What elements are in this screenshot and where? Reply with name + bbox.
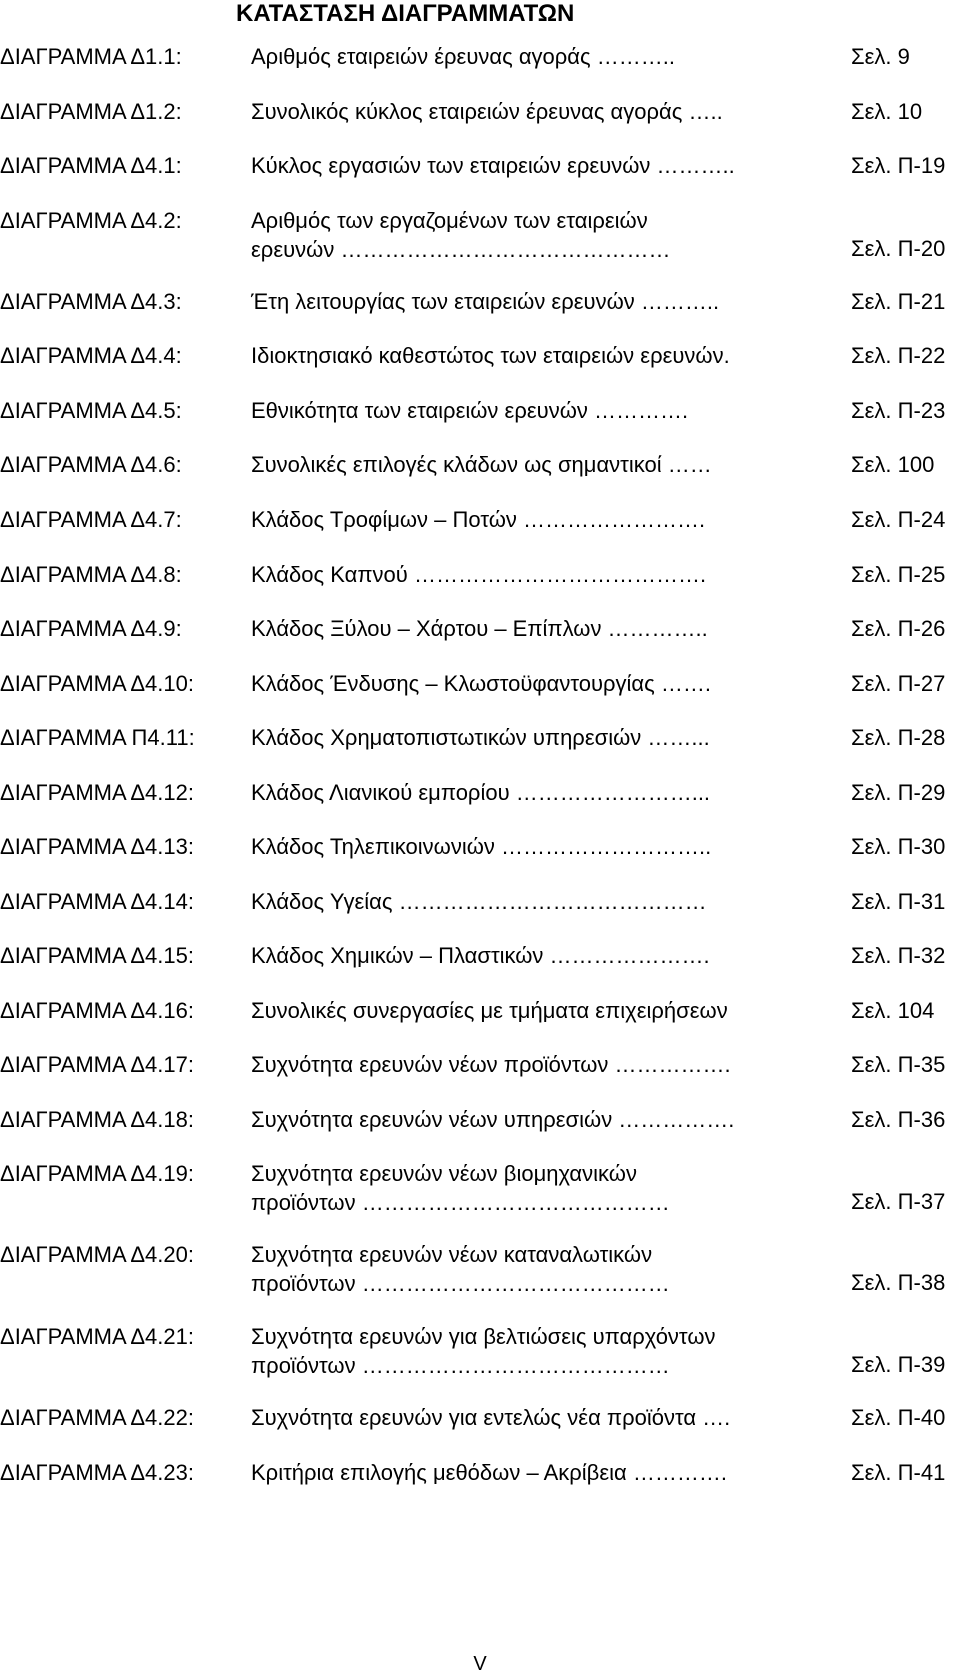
list-item: [0, 723, 960, 755]
description-line: Συχνότητα ερευνών νέων υπηρεσιών …………….: [251, 1107, 735, 1132]
figure-code: ΔΙΑΓΡΑΜΜΑ Δ4.5:: [0, 398, 182, 423]
list-item: [0, 1403, 960, 1435]
description-line: Κλάδος Χημικών – Πλαστικών ………………….: [251, 943, 710, 968]
figure-description: [251, 396, 841, 425]
list-item: [0, 206, 960, 266]
description-line: Συχνότητα ερευνών νέων βιομηχανικών: [251, 1161, 637, 1186]
description-line: προϊόντων ……………………………………: [251, 1190, 670, 1215]
list-item: [0, 1240, 960, 1300]
list-item: [0, 1159, 960, 1219]
page-reference: Σελ. Π-38: [851, 1270, 946, 1295]
figure-code: ΔΙΑΓΡΑΜΜΑ Π4.11:: [0, 725, 195, 750]
figure-code: ΔΙΑΓΡΑΜΜΑ Δ4.4:: [0, 343, 182, 368]
page-reference: Σελ. Π-40: [851, 1405, 946, 1430]
description-line: Εθνικότητα των εταιρειών ερευνών ………….: [251, 398, 689, 423]
list-item: [0, 97, 960, 129]
list-item: [0, 505, 960, 537]
page-reference: Σελ. Π-35: [851, 1052, 946, 1077]
figure-description: [251, 1322, 841, 1380]
figure-code: ΔΙΑΓΡΑΜΜΑ Δ1.1:: [0, 44, 182, 69]
page-reference: Σελ. Π-25: [851, 562, 946, 587]
figure-code: ΔΙΑΓΡΑΜΜΑ Δ4.12:: [0, 780, 194, 805]
description-line: Ιδιοκτησιακό καθεστώτος των εταιρειών ερευνών.: [251, 343, 730, 368]
figure-code: ΔΙΑΓΡΑΜΜΑ Δ4.23:: [0, 1460, 194, 1485]
figure-code: ΔΙΑΓΡΑΜΜΑ Δ4.2:: [0, 208, 182, 233]
page-reference: Σελ. Π-23: [851, 398, 946, 423]
description-line: Κλάδος Τηλεπικοινωνιών ………………………..: [251, 834, 712, 859]
figure-description: [251, 97, 841, 126]
page-reference: Σελ. Π-24: [851, 507, 946, 532]
description-line: Συχνότητα ερευνών νέων προϊόντων …………….: [251, 1052, 731, 1077]
list-item: [0, 1050, 960, 1082]
figure-description: [251, 560, 841, 589]
description-line: Κλάδος Ξύλου – Χάρτου – Επίπλων …………..: [251, 616, 708, 641]
description-line: Κριτήρια επιλογής μεθόδων – Ακρίβεια ………….: [251, 1460, 727, 1485]
page-reference: Σελ. Π-21: [851, 289, 946, 314]
description-line: Κλάδος Χρηματοπιστωτικών υπηρεσιών ……...: [251, 725, 710, 750]
figure-code: ΔΙΑΓΡΑΜΜΑ Δ4.22:: [0, 1405, 194, 1430]
list-item: [0, 941, 960, 973]
description-line: Συνολικές συνεργασίες με τμήματα επιχειρήσεων: [251, 998, 728, 1023]
description-line: Συνολικός κύκλος εταιρειών έρευνας αγοράς …..: [251, 99, 723, 124]
list-item: [0, 887, 960, 919]
figure-code: ΔΙΑΓΡΑΜΜΑ Δ4.17:: [0, 1052, 194, 1077]
figure-description: [251, 996, 841, 1025]
description-line: Κλάδος Ένδυσης – Κλωστοϋφαντουργίας …….: [251, 671, 711, 696]
description-line: Αριθμός εταιρειών έρευνας αγοράς ………..: [251, 44, 675, 69]
description-line: προϊόντων ……………………………………: [251, 1353, 670, 1378]
list-item: [0, 396, 960, 428]
description-line: Κλάδος Τροφίμων – Ποτών …………………….: [251, 507, 706, 532]
list-item: [0, 1322, 960, 1382]
list-item: [0, 1105, 960, 1137]
figure-description: [251, 778, 841, 807]
description-line: ερευνών ………………………………………: [251, 237, 671, 262]
figure-description: [251, 1159, 841, 1217]
list-item: [0, 832, 960, 864]
figure-description: [251, 887, 841, 916]
description-line: Κλάδος Λιανικού εμπορίου ……………………...: [251, 780, 711, 805]
list-item: [0, 1458, 960, 1490]
figure-code: ΔΙΑΓΡΑΜΜΑ Δ4.1:: [0, 153, 182, 178]
page-reference: Σελ. 9: [851, 44, 910, 69]
figure-code: ΔΙΑΓΡΑΜΜΑ Δ4.21:: [0, 1324, 194, 1349]
page-reference: Σελ. Π-31: [851, 889, 946, 914]
figure-description: [251, 505, 841, 534]
page-reference: Σελ. Π-39: [851, 1352, 946, 1377]
figure-description: [251, 1458, 841, 1487]
page-title: ΚΑΤΑΣΤΑΣΗ ΔΙΑΓΡΑΜΜΑΤΩΝ: [236, 0, 575, 27]
description-line: Συχνότητα ερευνών για εντελώς νέα προϊόντα ….: [251, 1405, 731, 1430]
list-item: [0, 42, 960, 74]
figure-code: ΔΙΑΓΡΑΜΜΑ Δ4.9:: [0, 616, 182, 641]
figure-code: ΔΙΑΓΡΑΜΜΑ Δ4.19:: [0, 1161, 194, 1186]
list-item: [0, 560, 960, 592]
page-reference: Σελ. Π-20: [851, 236, 946, 261]
figure-code: ΔΙΑΓΡΑΜΜΑ Δ4.20:: [0, 1242, 194, 1267]
list-item: [0, 151, 960, 183]
figure-code: ΔΙΑΓΡΑΜΜΑ Δ4.6:: [0, 452, 182, 477]
description-line: Κύκλος εργασιών των εταιρειών ερευνών ………..: [251, 153, 735, 178]
figure-description: [251, 723, 841, 752]
list-item: [0, 778, 960, 810]
page-reference: Σελ. 100: [851, 452, 935, 477]
description-line: Συχνότητα ερευνών για βελτιώσεις υπαρχόντων: [251, 1324, 716, 1349]
page-number: V: [473, 1653, 487, 1675]
figure-description: [251, 341, 841, 370]
page-reference: Σελ. 10: [851, 99, 923, 124]
list-item: [0, 287, 960, 319]
list-item: [0, 341, 960, 373]
figure-description: [251, 832, 841, 861]
figure-code: ΔΙΑΓΡΑΜΜΑ Δ4.10:: [0, 671, 194, 696]
page-reference: Σελ. Π-32: [851, 943, 946, 968]
page-reference: Σελ. Π-27: [851, 671, 946, 696]
description-line: Έτη λειτουργίας των εταιρειών ερευνών ………..: [251, 289, 720, 314]
page-reference: Σελ. Π-28: [851, 725, 946, 750]
list-item: [0, 614, 960, 646]
figure-code: ΔΙΑΓΡΑΜΜΑ Δ4.7:: [0, 507, 182, 532]
description-line: Κλάδος Υγείας ……………………………………: [251, 889, 707, 914]
figure-code: ΔΙΑΓΡΑΜΜΑ Δ4.14:: [0, 889, 194, 914]
figure-code: ΔΙΑΓΡΑΜΜΑ Δ1.2:: [0, 99, 182, 124]
figure-description: [251, 42, 841, 71]
figure-description: [251, 941, 841, 970]
list-item: [0, 996, 960, 1028]
figure-description: [251, 1050, 841, 1079]
description-line: Κλάδος Καπνού ………………………………….: [251, 562, 707, 587]
page-reference: Σελ. Π-29: [851, 780, 946, 805]
page-reference: Σελ. Π-37: [851, 1189, 946, 1214]
page-reference: Σελ. Π-30: [851, 834, 946, 859]
figure-description: [251, 1403, 841, 1432]
description-line: Αριθμός των εργαζομένων των εταιρειών: [251, 208, 648, 233]
figure-code: ΔΙΑΓΡΑΜΜΑ Δ4.13:: [0, 834, 194, 859]
figure-description: [251, 450, 841, 479]
figure-code: ΔΙΑΓΡΑΜΜΑ Δ4.3:: [0, 289, 182, 314]
page-reference: Σελ. 104: [851, 998, 935, 1023]
description-line: Συχνότητα ερευνών νέων καταναλωτικών: [251, 1242, 653, 1267]
figure-description: [251, 614, 841, 643]
page-reference: Σελ. Π-26: [851, 616, 946, 641]
page-reference: Σελ. Π-19: [851, 153, 946, 178]
page-reference: Σελ. Π-22: [851, 343, 946, 368]
figure-code: ΔΙΑΓΡΑΜΜΑ Δ4.18:: [0, 1107, 194, 1132]
figure-description: [251, 151, 841, 180]
figure-description: [251, 1105, 841, 1134]
figure-description: [251, 206, 841, 264]
page-reference: Σελ. Π-41: [851, 1460, 946, 1485]
description-line: προϊόντων ……………………………………: [251, 1271, 670, 1296]
figure-code: ΔΙΑΓΡΑΜΜΑ Δ4.16:: [0, 998, 194, 1023]
figure-code: ΔΙΑΓΡΑΜΜΑ Δ4.8:: [0, 562, 182, 587]
list-item: [0, 669, 960, 701]
figure-description: [251, 669, 841, 698]
description-line: Συνολικές επιλογές κλάδων ως σημαντικοί ……: [251, 452, 712, 477]
figure-description: [251, 287, 841, 316]
figure-description: [251, 1240, 841, 1298]
figure-code: ΔΙΑΓΡΑΜΜΑ Δ4.15:: [0, 943, 194, 968]
page-reference: Σελ. Π-36: [851, 1107, 946, 1132]
list-item: [0, 450, 960, 482]
